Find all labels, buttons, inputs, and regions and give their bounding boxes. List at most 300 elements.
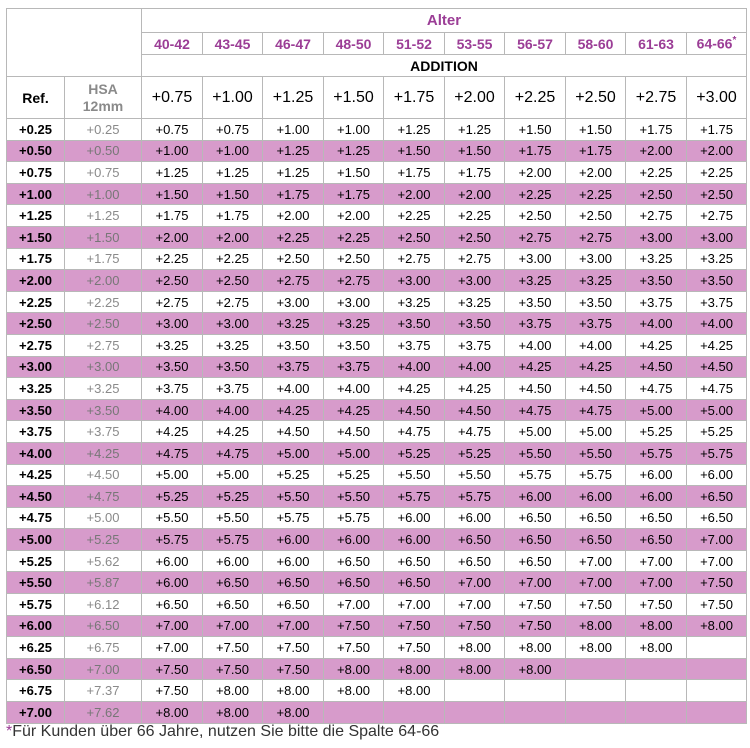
table-row xyxy=(7,140,747,162)
value-cell: +4.50 xyxy=(626,356,687,378)
value-cell: +2.75 xyxy=(626,205,687,227)
value-cell: +2.75 xyxy=(263,270,324,292)
age-group-header xyxy=(445,33,505,55)
table-row xyxy=(7,334,747,356)
value-cell: +4.50 xyxy=(324,421,384,443)
ref-cell: +6.75 xyxy=(7,680,65,702)
value-cell: +7.00 xyxy=(384,594,445,616)
value-cell: +2.50 xyxy=(566,205,626,227)
ref-cell: +5.25 xyxy=(7,550,65,572)
value-cell: +8.00 xyxy=(384,680,445,702)
value-cell: +2.75 xyxy=(203,291,263,313)
value-cell: +3.75 xyxy=(445,334,505,356)
age-group-header xyxy=(203,33,263,55)
addition-value-header: +1.00 xyxy=(203,77,263,119)
age-group-label: 64-66 xyxy=(696,35,733,52)
value-cell: +2.25 xyxy=(203,248,263,270)
value-cell: +6.50 xyxy=(505,550,566,572)
value-cell: +3.00 xyxy=(566,248,626,270)
value-cell: +2.75 xyxy=(324,270,384,292)
value-cell: +5.75 xyxy=(384,486,445,508)
value-cell: +4.50 xyxy=(384,399,445,421)
value-cell: +8.00 xyxy=(142,702,203,724)
value-cell: +2.00 xyxy=(324,205,384,227)
ref-cell: +2.00 xyxy=(7,270,65,292)
value-cell: +6.00 xyxy=(626,486,687,508)
value-cell xyxy=(687,702,747,724)
value-cell: +5.75 xyxy=(324,507,384,529)
value-cell: +7.50 xyxy=(505,615,566,637)
value-cell: +4.25 xyxy=(384,378,445,400)
value-cell: +1.75 xyxy=(384,162,445,184)
value-cell: +2.25 xyxy=(626,162,687,184)
ref-cell: +4.75 xyxy=(7,507,65,529)
value-cell: +8.00 xyxy=(445,658,505,680)
value-cell: +6.00 xyxy=(566,486,626,508)
value-cell: +6.00 xyxy=(626,464,687,486)
value-cell: +4.25 xyxy=(324,399,384,421)
value-cell: +1.75 xyxy=(566,140,626,162)
value-cell: +2.00 xyxy=(445,183,505,205)
value-cell: +4.25 xyxy=(505,356,566,378)
value-cell: +3.50 xyxy=(566,291,626,313)
value-cell: +1.25 xyxy=(263,162,324,184)
value-cell: +5.00 xyxy=(142,464,203,486)
hsa-cell: +1.00 xyxy=(65,183,142,205)
hsa-cell: +5.25 xyxy=(65,529,142,551)
value-cell: +8.00 xyxy=(626,637,687,659)
value-cell xyxy=(566,702,626,724)
value-cell: +6.50 xyxy=(505,507,566,529)
value-cell: +1.50 xyxy=(203,183,263,205)
value-cell xyxy=(687,658,747,680)
value-cell: +7.00 xyxy=(142,615,203,637)
table-row xyxy=(7,464,747,486)
value-cell: +2.00 xyxy=(687,140,747,162)
table-row xyxy=(7,399,747,421)
value-cell: +8.00 xyxy=(566,615,626,637)
value-cell xyxy=(566,680,626,702)
value-cell: +8.00 xyxy=(384,658,445,680)
value-cell xyxy=(505,680,566,702)
value-cell: +2.25 xyxy=(687,162,747,184)
hsa-cell: +4.50 xyxy=(65,464,142,486)
value-cell: +2.25 xyxy=(142,248,203,270)
value-cell xyxy=(626,658,687,680)
value-cell: +1.00 xyxy=(203,140,263,162)
ref-cell: +3.00 xyxy=(7,356,65,378)
value-cell: +4.25 xyxy=(445,378,505,400)
ref-cell: +1.00 xyxy=(7,183,65,205)
value-cell: +6.50 xyxy=(384,572,445,594)
ref-cell: +2.75 xyxy=(7,334,65,356)
hsa-cell: +3.00 xyxy=(65,356,142,378)
value-cell: +1.00 xyxy=(263,119,324,141)
value-cell: +2.75 xyxy=(566,226,626,248)
value-cell: +2.75 xyxy=(142,291,203,313)
value-cell: +7.00 xyxy=(263,615,324,637)
age-group-label: 46-47 xyxy=(275,35,311,52)
value-cell: +7.00 xyxy=(566,550,626,572)
value-cell: +3.00 xyxy=(445,270,505,292)
ref-cell: +3.50 xyxy=(7,399,65,421)
hsa-cell: +4.25 xyxy=(65,442,142,464)
value-cell: +5.00 xyxy=(687,399,747,421)
value-cell: +8.00 xyxy=(203,680,263,702)
value-cell: +6.00 xyxy=(324,529,384,551)
value-cell: +5.50 xyxy=(445,464,505,486)
value-cell: +7.50 xyxy=(142,658,203,680)
value-cell: +2.50 xyxy=(142,270,203,292)
value-cell: +7.50 xyxy=(203,637,263,659)
value-cell: +3.50 xyxy=(384,313,445,335)
value-cell: +1.75 xyxy=(445,162,505,184)
value-cell: +4.25 xyxy=(263,399,324,421)
value-cell: +3.75 xyxy=(142,378,203,400)
value-cell: +3.25 xyxy=(626,248,687,270)
table-row xyxy=(7,226,747,248)
value-cell: +6.50 xyxy=(566,529,626,551)
value-cell: +5.25 xyxy=(384,442,445,464)
value-cell: +3.50 xyxy=(324,334,384,356)
value-cell: +4.50 xyxy=(445,399,505,421)
value-cell: +5.25 xyxy=(626,421,687,443)
value-cell: +7.50 xyxy=(142,680,203,702)
hsa-cell: +3.75 xyxy=(65,421,142,443)
value-cell: +1.75 xyxy=(142,205,203,227)
value-cell: +4.00 xyxy=(263,378,324,400)
value-cell: +2.00 xyxy=(384,183,445,205)
value-cell: +6.00 xyxy=(142,550,203,572)
value-cell: +8.00 xyxy=(505,637,566,659)
value-cell: +3.75 xyxy=(566,313,626,335)
table-row xyxy=(7,291,747,313)
value-cell: +3.50 xyxy=(263,334,324,356)
value-cell: +6.50 xyxy=(445,529,505,551)
value-cell: +3.25 xyxy=(384,291,445,313)
value-cell: +4.50 xyxy=(263,421,324,443)
value-cell: +3.00 xyxy=(687,226,747,248)
table-row xyxy=(7,378,747,400)
value-cell: +5.75 xyxy=(566,464,626,486)
value-cell: +2.75 xyxy=(384,248,445,270)
value-cell: +7.00 xyxy=(445,594,505,616)
value-cell: +1.50 xyxy=(384,140,445,162)
value-cell: +8.00 xyxy=(324,658,384,680)
value-cell xyxy=(324,702,384,724)
value-cell: +1.25 xyxy=(142,162,203,184)
age-group-label: 48-50 xyxy=(335,35,372,52)
table-row xyxy=(7,550,747,572)
value-cell: +3.25 xyxy=(263,313,324,335)
value-cell: +2.50 xyxy=(203,270,263,292)
value-cell: +2.75 xyxy=(505,226,566,248)
table-row xyxy=(7,119,747,141)
corner-blank-cell xyxy=(7,9,142,77)
value-cell: +6.00 xyxy=(203,550,263,572)
value-cell: +5.00 xyxy=(626,399,687,421)
value-cell: +3.75 xyxy=(384,334,445,356)
hsa-cell: +4.75 xyxy=(65,486,142,508)
value-cell: +4.25 xyxy=(203,421,263,443)
value-cell: +3.25 xyxy=(505,270,566,292)
value-cell: +8.00 xyxy=(626,615,687,637)
table-row xyxy=(7,248,747,270)
table-row xyxy=(7,270,747,292)
ref-column-header: Ref. xyxy=(7,77,65,119)
value-cell: +4.00 xyxy=(445,356,505,378)
value-cell: +1.00 xyxy=(142,140,203,162)
age-group-label: 61-63 xyxy=(638,35,674,52)
value-cell: +4.75 xyxy=(566,399,626,421)
value-cell: +3.00 xyxy=(626,226,687,248)
value-cell: +4.75 xyxy=(626,378,687,400)
table-row xyxy=(7,572,747,594)
age-group-label: 53-55 xyxy=(456,35,493,52)
addition-value-header: +2.50 xyxy=(566,77,626,119)
value-cell: +8.00 xyxy=(263,702,324,724)
addition-value-header: +1.50 xyxy=(324,77,384,119)
alter-label: Alter xyxy=(142,9,747,33)
value-cell: +2.25 xyxy=(384,205,445,227)
hsa-label: HSA xyxy=(88,80,118,97)
hsa-cell: +3.50 xyxy=(65,399,142,421)
value-cell: +6.50 xyxy=(203,594,263,616)
value-cell: +1.25 xyxy=(324,140,384,162)
table-row xyxy=(7,162,747,184)
value-cell: +3.50 xyxy=(626,270,687,292)
value-cell xyxy=(626,702,687,724)
value-cell: +7.00 xyxy=(324,594,384,616)
value-cell: +7.50 xyxy=(687,572,747,594)
value-cell: +3.50 xyxy=(203,356,263,378)
value-cell: +5.00 xyxy=(203,464,263,486)
value-cell: +6.50 xyxy=(324,572,384,594)
value-cell: +3.00 xyxy=(505,248,566,270)
value-cell: +4.75 xyxy=(505,399,566,421)
value-cell: +2.25 xyxy=(324,226,384,248)
ref-cell: +2.50 xyxy=(7,313,65,335)
value-cell: +4.75 xyxy=(203,442,263,464)
table-row xyxy=(7,486,747,508)
table-row xyxy=(7,680,747,702)
value-cell: +8.00 xyxy=(324,680,384,702)
footnote-text: Für Kunden über 66 Jahre, nutzen Sie bitte die Spalte 64-66 xyxy=(12,723,440,740)
value-cell: +1.75 xyxy=(687,119,747,141)
value-cell: +5.75 xyxy=(142,529,203,551)
value-cell: +6.00 xyxy=(687,464,747,486)
value-cell: +2.75 xyxy=(445,248,505,270)
value-cell: +5.50 xyxy=(263,486,324,508)
table-row xyxy=(7,356,747,378)
value-cell: +4.00 xyxy=(384,356,445,378)
table-row xyxy=(7,658,747,680)
value-cell: +1.25 xyxy=(203,162,263,184)
value-cell: +2.50 xyxy=(626,183,687,205)
hsa-cell: +6.75 xyxy=(65,637,142,659)
value-cell: +7.50 xyxy=(626,594,687,616)
age-group-header xyxy=(324,33,384,55)
value-cell: +2.25 xyxy=(566,183,626,205)
value-cell: +2.50 xyxy=(687,183,747,205)
value-cell: +4.75 xyxy=(687,378,747,400)
age-group-header xyxy=(505,33,566,55)
hsa-cell: +5.87 xyxy=(65,572,142,594)
value-cell: +8.00 xyxy=(445,637,505,659)
addition-values-row xyxy=(7,77,747,119)
value-cell: +7.00 xyxy=(566,572,626,594)
value-cell: +4.50 xyxy=(505,378,566,400)
value-cell: +6.50 xyxy=(445,550,505,572)
value-cell: +1.00 xyxy=(324,119,384,141)
age-group-header xyxy=(626,33,687,55)
hsa-cell: +1.50 xyxy=(65,226,142,248)
value-cell: +8.00 xyxy=(566,637,626,659)
hsa-cell: +6.50 xyxy=(65,615,142,637)
value-cell: +1.50 xyxy=(445,140,505,162)
value-cell xyxy=(626,680,687,702)
value-cell: +7.00 xyxy=(445,572,505,594)
table-row xyxy=(7,421,747,443)
value-cell: +5.25 xyxy=(445,442,505,464)
value-cell: +5.50 xyxy=(505,442,566,464)
ref-cell: +5.50 xyxy=(7,572,65,594)
value-cell: +1.75 xyxy=(263,183,324,205)
value-cell: +1.50 xyxy=(566,119,626,141)
ref-cell: +0.75 xyxy=(7,162,65,184)
value-cell: +7.00 xyxy=(505,572,566,594)
value-cell: +2.00 xyxy=(566,162,626,184)
hsa-cell: +7.62 xyxy=(65,702,142,724)
ref-cell: +3.25 xyxy=(7,378,65,400)
value-cell: +4.00 xyxy=(566,334,626,356)
hsa-cell: +1.25 xyxy=(65,205,142,227)
value-cell: +3.75 xyxy=(687,291,747,313)
hsa-cell: +5.00 xyxy=(65,507,142,529)
value-cell: +3.75 xyxy=(626,291,687,313)
value-cell: +3.50 xyxy=(505,291,566,313)
value-cell: +2.50 xyxy=(505,205,566,227)
value-cell: +8.00 xyxy=(505,658,566,680)
hsa-cell: +7.00 xyxy=(65,658,142,680)
value-cell: +6.00 xyxy=(263,529,324,551)
age-group-label: 40-42 xyxy=(154,35,190,52)
value-cell: +2.25 xyxy=(263,226,324,248)
value-cell: +4.50 xyxy=(687,356,747,378)
value-cell: +6.00 xyxy=(384,529,445,551)
value-cell: +5.75 xyxy=(203,529,263,551)
hsa-cell: +6.12 xyxy=(65,594,142,616)
hsa-cell: +2.00 xyxy=(65,270,142,292)
value-cell: +5.25 xyxy=(324,464,384,486)
value-cell: +8.00 xyxy=(263,680,324,702)
value-cell: +6.00 xyxy=(445,507,505,529)
age-group-header xyxy=(687,33,747,55)
value-cell: +0.75 xyxy=(142,119,203,141)
value-cell: +3.75 xyxy=(203,378,263,400)
hsa-cell: +3.25 xyxy=(65,378,142,400)
value-cell: +7.50 xyxy=(203,658,263,680)
value-cell: +3.75 xyxy=(324,356,384,378)
value-cell: +3.25 xyxy=(687,248,747,270)
addition-value-header: +2.25 xyxy=(505,77,566,119)
table-row xyxy=(7,442,747,464)
value-cell: +7.50 xyxy=(324,615,384,637)
age-group-label: 58-60 xyxy=(577,35,614,52)
value-cell: +6.50 xyxy=(263,594,324,616)
value-cell: +4.00 xyxy=(505,334,566,356)
value-cell: +1.75 xyxy=(626,119,687,141)
hsa-cell: +0.25 xyxy=(65,119,142,141)
value-cell: +5.25 xyxy=(687,421,747,443)
ref-cell: +6.25 xyxy=(7,637,65,659)
value-cell: +4.75 xyxy=(142,442,203,464)
value-cell: +7.50 xyxy=(263,658,324,680)
value-cell: +4.25 xyxy=(142,421,203,443)
value-cell: +2.50 xyxy=(384,226,445,248)
value-cell: +5.00 xyxy=(263,442,324,464)
table-row xyxy=(7,205,747,227)
value-cell: +7.00 xyxy=(687,550,747,572)
value-cell: +1.50 xyxy=(142,183,203,205)
ref-cell: +5.75 xyxy=(7,594,65,616)
addition-value-header: +1.75 xyxy=(384,77,445,119)
addition-value-header: +1.25 xyxy=(263,77,324,119)
addition-value-header: +2.75 xyxy=(626,77,687,119)
value-cell: +8.00 xyxy=(203,702,263,724)
value-cell: +3.25 xyxy=(445,291,505,313)
value-cell: +6.00 xyxy=(263,550,324,572)
value-cell: +5.50 xyxy=(324,486,384,508)
value-cell: +6.50 xyxy=(384,550,445,572)
value-cell: +4.50 xyxy=(566,378,626,400)
hsa-cell: +0.75 xyxy=(65,162,142,184)
value-cell: +7.50 xyxy=(384,637,445,659)
addition-value-header: +2.00 xyxy=(445,77,505,119)
value-cell: +4.75 xyxy=(384,421,445,443)
value-cell: +5.50 xyxy=(142,507,203,529)
table-row xyxy=(7,507,747,529)
footnote-star: * xyxy=(6,723,13,740)
value-cell: +6.50 xyxy=(505,529,566,551)
value-cell: +4.25 xyxy=(566,356,626,378)
age-group-label: 43-45 xyxy=(214,35,251,52)
value-cell: +3.00 xyxy=(142,313,203,335)
value-cell: +6.50 xyxy=(687,486,747,508)
value-cell: +6.50 xyxy=(566,507,626,529)
addition-table xyxy=(6,8,747,724)
table-row xyxy=(7,702,747,724)
addition-label: ADDITION xyxy=(142,55,747,77)
value-cell: +4.00 xyxy=(687,313,747,335)
ref-cell: +7.00 xyxy=(7,702,65,724)
value-cell: +7.50 xyxy=(324,637,384,659)
value-cell: +1.75 xyxy=(505,140,566,162)
ref-cell: +3.75 xyxy=(7,421,65,443)
ref-cell: +1.75 xyxy=(7,248,65,270)
value-cell: +5.75 xyxy=(445,486,505,508)
value-cell: +5.75 xyxy=(626,442,687,464)
hsa-distance-label: 12mm xyxy=(82,97,124,114)
footnote xyxy=(6,723,439,741)
value-cell xyxy=(505,702,566,724)
value-cell: +4.75 xyxy=(445,421,505,443)
value-cell: +2.25 xyxy=(445,205,505,227)
value-cell: +4.25 xyxy=(626,334,687,356)
hsa-cell: +2.75 xyxy=(65,334,142,356)
value-cell: +4.00 xyxy=(626,313,687,335)
value-cell: +6.50 xyxy=(324,550,384,572)
